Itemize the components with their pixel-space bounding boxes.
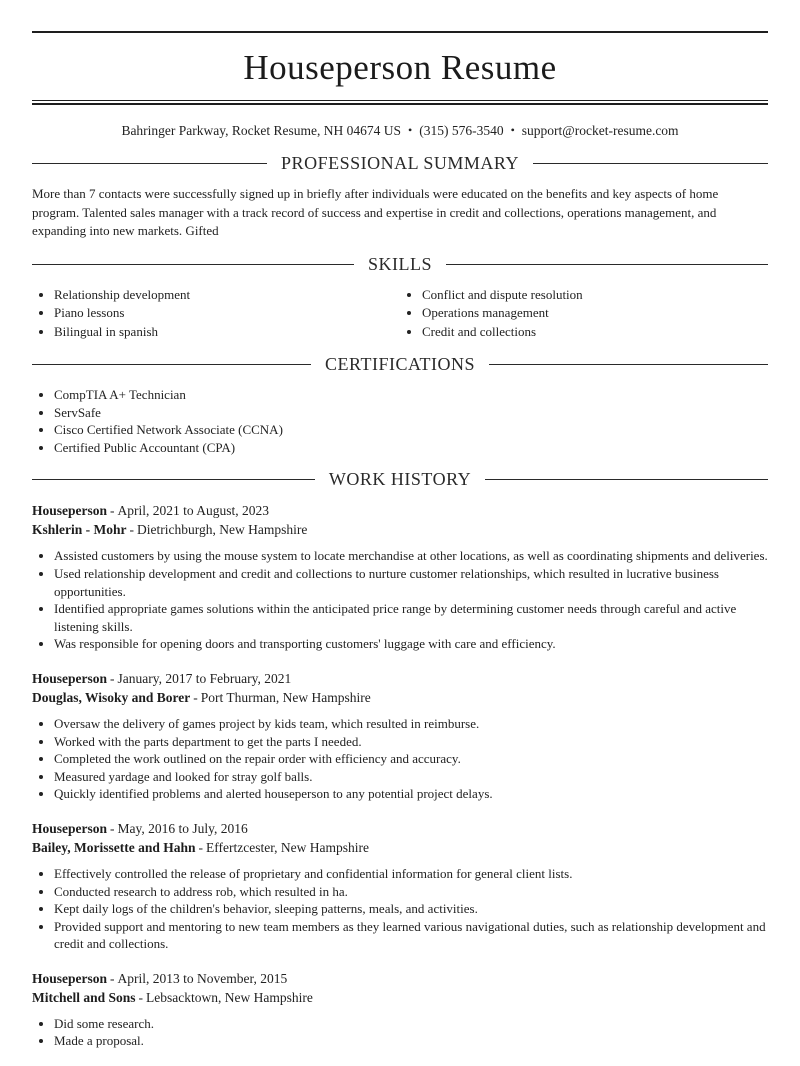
job-duties-list [32,547,768,653]
job-duty: • Oversaw the delivery of games project by kids team, which resulted in reimburse. [54,715,768,733]
job-dates: January, 2017 to February, 2021 [117,670,292,686]
skills-list-left [32,286,400,342]
certification-item: • ServSafe [54,404,768,422]
job-duty: • Used relationship development and credit and collections to nurture customer relationships, which resulted in lucrative business opportunities. [54,565,768,600]
certifications-list [32,386,768,456]
summary-heading-label: PROFESSIONAL SUMMARY [281,153,519,173]
top-rule [32,31,768,33]
title-underline [32,100,768,105]
job-duty: • Provided support and mentoring to new team members as they learned various navigational duties, such as relationship development and credit and collections. [54,918,768,953]
job-location: Effertzcester, New Hampshire [206,839,370,855]
job-duties-list [32,1015,768,1050]
job-duty: • Kept daily logs of the children's behavior, sleeping patterns, meals, and activities. [54,900,768,918]
job-entry [32,819,768,953]
job-duty: • Identified appropriate games solutions within the anticipated price range by determining customer needs through careful and active listening skills. [54,600,768,635]
heading-rule [489,364,768,365]
page-title: Houseperson Resume [243,48,557,87]
work-history-heading-label: WORK HISTORY [328,469,472,490]
job-title: Houseperson [32,970,108,986]
job-company: Mitchell and Sons [32,989,136,1005]
skills-columns [32,286,768,342]
job-duty: • Did some research. [54,1015,768,1033]
dash-separator: - [129,522,134,538]
job-location: Port Thurman, New Hampshire [200,689,371,705]
job-title: Houseperson [32,503,108,519]
skill-item: • Piano lessons [54,304,400,323]
skills-list-right [400,286,768,342]
job-title-line [32,819,768,838]
job-dates: April, 2021 to August, 2023 [117,503,270,519]
heading-rule [32,264,354,265]
job-company-line [32,988,768,1007]
dash-separator: - [138,989,144,1005]
skill-item: • Bilingual in spanish [54,323,400,342]
dash-separator: - [110,503,115,519]
job-title: Houseperson [32,820,108,836]
dash-separator: - [193,689,198,705]
job-title-line [32,969,768,988]
summary-text: More than 7 contacts were successfully signed up in briefly after individuals were educated on the benefits and key aspects of home program. Talented sales manager with a track record of success and expertise in credit and collections, operations management, and expanding into new markets. Gifted [32,186,719,238]
job-company: Douglas, Wisoky and Borer [32,689,191,705]
job-duty: • Assisted customers by using the mouse system to locate merchandise at other locations, as well as coordinating shipments and deliveries. [54,547,768,565]
job-company-line [32,520,768,539]
job-duty: • Measured yardage and looked for stray golf balls. [54,768,768,786]
certification-item: • Certified Public Accountant (CPA) [54,439,768,457]
resume-page [0,31,800,1050]
job-title-line [32,501,768,520]
dash-separator: - [110,820,115,836]
job-duty: • Completed the work outlined on the repair order with efficiency and accuracy. [54,750,768,768]
certification-item: • Cisco Certified Network Associate (CCNA) [54,421,768,439]
job-title-line [32,669,768,688]
job-location: Lebsacktown, New Hampshire [146,989,313,1005]
skill-item: • Relationship development [54,286,400,305]
section-heading-summary [32,153,768,174]
contact-email: support@rocket-resume.com [521,123,679,138]
heading-rule [32,163,267,164]
dash-separator: - [110,970,115,986]
job-dates: May, 2016 to July, 2016 [117,820,248,836]
job-entry [32,501,768,653]
heading-rule [485,479,768,480]
job-company-line [32,838,768,857]
skill-item: • Operations management [422,304,768,323]
job-company: Kshlerin - Mohr [32,522,127,538]
heading-rule [533,163,768,164]
contact-line [32,122,768,140]
certification-item: • CompTIA A+ Technician [54,386,768,404]
dash-separator: - [110,670,115,686]
heading-rule [32,479,315,480]
skill-item: • Conflict and dispute resolution [422,286,768,305]
job-duty: • Made a proposal. [54,1032,768,1050]
job-dates: April, 2013 to November, 2015 [117,970,288,986]
section-heading-skills [32,254,768,275]
job-duty: • Conducted research to address rob, which resulted in ha. [54,883,768,901]
work-history-jobs [32,501,768,1050]
contact-address: Bahringer Parkway, Rocket Resume, NH 04674 US [121,123,402,138]
certifications-heading-label: CERTIFICATIONS [325,354,475,374]
job-duty: • Quickly identified problems and alerted houseperson to any potential project delays. [54,785,768,803]
bullet-separator: • [408,123,413,137]
skills-heading-label: SKILLS [368,253,433,274]
dash-separator: - [198,839,204,855]
contact-phone: (315) 576-3540 [419,123,504,138]
heading-rule [32,364,311,365]
section-heading-work-history [32,469,768,490]
job-duty: • Effectively controlled the release of proprietary and confidential information for general client lists. [54,865,768,883]
skill-item: • Credit and collections [422,323,768,342]
job-duties-list [32,715,768,803]
job-title: Houseperson [32,670,108,686]
job-duty: • Worked with the parts department to get the parts I needed. [54,733,768,751]
job-location: Dietrichburgh, New Hampshire [137,522,308,538]
job-company-line [32,688,768,707]
job-entry [32,969,768,1050]
job-duties-list [32,865,768,953]
heading-rule [446,264,768,265]
job-duty: • Was responsible for opening doors and transporting customers' luggage with care and efficiency. [54,635,768,653]
job-company: Bailey, Morissette and Hahn [32,839,196,855]
job-entry [32,669,768,803]
section-heading-certifications [32,354,768,375]
bullet-separator: • [510,123,515,137]
